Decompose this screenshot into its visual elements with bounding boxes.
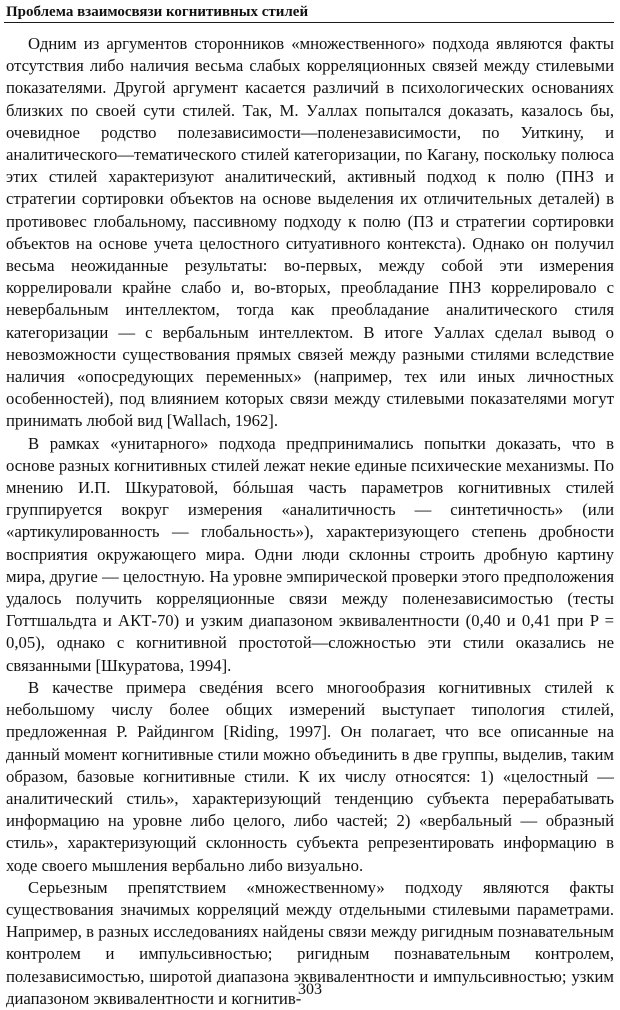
paragraph-4: Серьезным препятствием «множественному» подходу являются факты существования значимых корреляций между отдельными стилевыми параметрами. Например, в разных исследованиях найдены связи между ригидным познавательным контролем и импульсивностью; ригидным познавательным контролем, полезависимостью, широтой диапазона эквивалентности и импульсивностью; узким диапазоном эквивалентности и когнитив- — [6, 877, 614, 1008]
running-header: Проблема взаимосвязи когнитивных стилей — [6, 4, 309, 20]
paragraph-3: В качестве примера сведéния всего многообразия когнитивных стилей к небольшому числу более общих измерений выступает типология стилей, предложенная Р. Райдингом [Riding, 1997]. Он полагает, что все описанные на данный момент когнитивные стили можно объединить в две группы, выделив, таким образом, базовые когнитивные стили. К их числу относятся: 1) «целостный — аналитический стиль», характеризующий тенденцию субъекта перерабатывать информацию на уровне либо целого, либо частей; 2) «вербальный — образный стиль», характеризующий склонность субъекта репрезентировать информацию в ходе своего мышления вербально либо визуально. — [6, 677, 614, 875]
body-text — [6, 33, 614, 1010]
page-number: 303 — [298, 981, 322, 998]
paragraph-2: В рамках «унитарного» подхода предпринимались попытки доказать, что в основе разных когнитивных стилей лежат некие единые психические механизмы. По мнению И.П. Шкуратовой, бóльшая часть параметров когнитивных стилей группируется вокруг измерения «аналитичность — синтетичность» (или «артикулированность — глобальность»), характеризующего степень дробности восприятия окружающего мира. Одни люди склонны строить дробную картину мира, другие — целостную. На уровне эмпирической проверки этого предположения удалось получить корреляционные связи между поленезависимостью (тесты Готтшальдта и АКТ-70) и узким диапазоном эквивалентности (0,40 и 0,41 при P = 0,05), однако с когнитивной простотой—сложностью эти стили оказались не связанными [Шкуратова, 1994]. — [6, 433, 614, 675]
header-divider — [4, 22, 614, 23]
paragraph-1: Одним из аргументов сторонников «множественного» подхода являются факты отсутствия либо наличия весьма слабых корреляционных связей между стилевыми показателями. Другой аргумент касается различий в психологических основаниях близких по своей сути стилей. Так, М. Уаллах попытался доказать, казалось бы, очевидное родство полезависимости—поленезависимости, по Уиткину, и аналитического—тематического стилей категоризации, по Кагану, поскольку полюса этих стилей характеризуют аналитический, активный подход к полю (ПНЗ и стратегии сортировки объектов на основе выделения их отличительных деталей) в противовес глобальному, пассивному подходу к полю (ПЗ и стратегии сортировки объектов на основе учета целостного ситуативного контекста). Однако он получил весьма неожиданные результаты: во-первых, между собой эти измерения коррелировали крайне слабо и, во-вторых, преобладание ПНЗ коррелировало с невербальным интеллектом, тогда как преобладание аналитического стиля категоризации — с вербальным интеллектом. В итоге Уаллах сделал вывод о невозможности существования прямых связей между разными стилями вследствие наличия «опосредующих переменных» (например, тех или иных личностных особенностей), под влиянием которых связи между стилевыми показателями могут принимать любой вид [Wallach, 1962]. — [6, 34, 614, 431]
